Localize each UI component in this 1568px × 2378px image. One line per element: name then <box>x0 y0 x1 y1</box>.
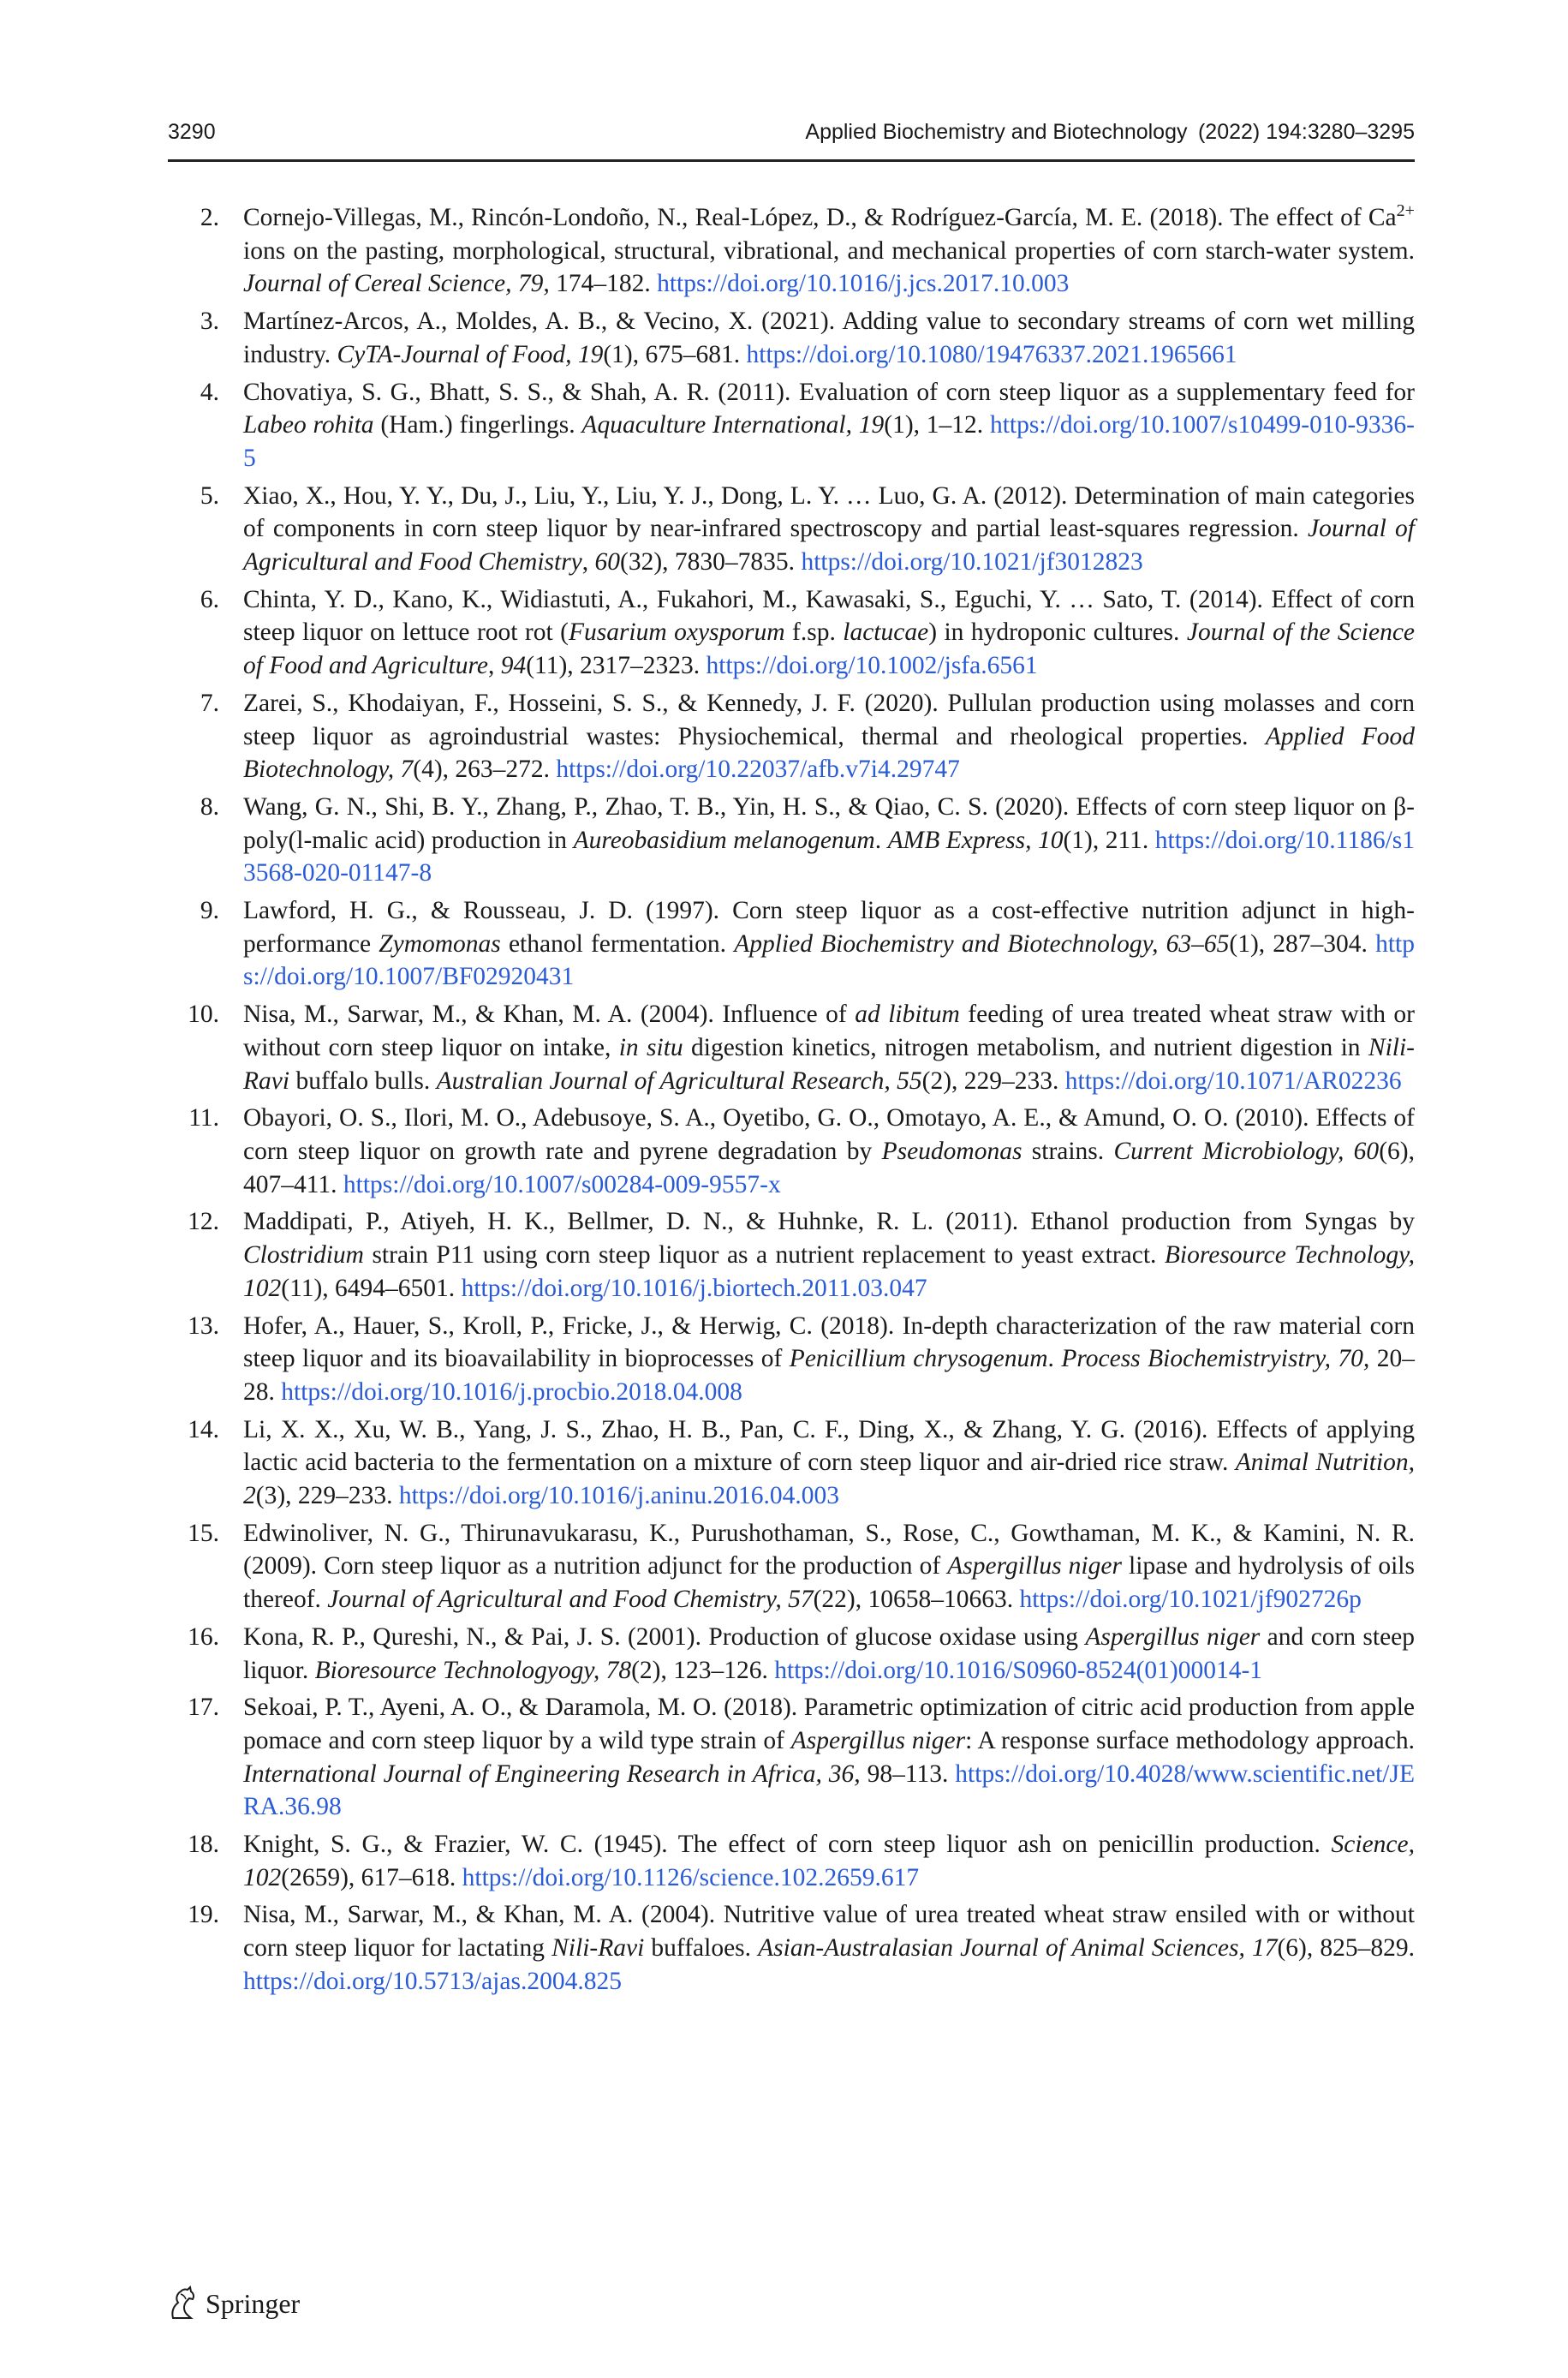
reference-text: , <box>581 548 595 577</box>
reference-italic-text: Aureobasidium melanogenum <box>573 826 875 854</box>
reference-text: (1), 675–681. <box>603 340 747 368</box>
reference-text: Lawford, H. G., & Rousseau, J. D. (1997). Corn steep liquor as a cost-effective nutrition adjunct in high-performance <box>243 897 1415 958</box>
publisher-name: Springer <box>206 2287 301 2319</box>
reference-item <box>168 1102 1415 1201</box>
reference-text: Cornejo-Villegas, M., Rincón-Londoño, N., Real-López, D., & Rodríguez-García, M. E. (2018). The effect of Ca <box>243 204 1397 231</box>
reference-text: 20–28. <box>243 1345 1415 1406</box>
doi-link[interactable]: https://doi.org/10.1002/jsfa.6561 <box>706 652 1038 680</box>
reference-number: 2. <box>200 204 219 231</box>
reference-text: strain P11 using corn steep liquor as a nutrient replacement to yeast extract. <box>363 1241 1165 1270</box>
reference-item <box>168 1310 1415 1409</box>
doi-link[interactable]: https://doi.org/10.5713/ajas.2004.825 <box>243 1967 622 1995</box>
reference-text: ) in hydroponic cultures. <box>928 618 1187 647</box>
reference-italic-text: Bioresource Technology, 102 <box>243 1241 1416 1302</box>
doi-link[interactable]: https://doi.org/10.1016/j.procbio.2018.04.008 <box>281 1377 742 1406</box>
reference-item <box>168 1413 1415 1513</box>
reference-italic-text: Science, 102 <box>243 1831 1415 1891</box>
reference-text: Kona, R. P., Qureshi, N., & Pai, J. S. (2001). Production of glucose oxidase using <box>243 1622 1086 1651</box>
doi-link[interactable]: https://doi.org/10.1186/s13568-020-01147-8 <box>243 826 1416 887</box>
reference-italic-text: CyTA-Journal of Food, 19 <box>337 340 604 368</box>
reference-text: (1), 211. <box>1063 826 1155 854</box>
reference-text: ethanol fermentation. <box>500 929 735 958</box>
reference-text: Maddipati, P., Atiyeh, H. K., Bellmer, D. N., & Huhnke, R. L. (2011). Ethanol production from Syngas by <box>243 1208 1415 1236</box>
reference-italic-text: Applied Food Biotechnology, 7 <box>243 722 1415 784</box>
reference-italic-text: Journal of Agricultural and Food Chemistry <box>243 515 1415 577</box>
reference-text: buffaloes. <box>644 1934 759 1963</box>
reference-number: 6. <box>200 585 219 613</box>
reference-italic-text: Aspergillus niger <box>947 1552 1122 1580</box>
reference-text: lipase and hydrolysis of oils thereof. <box>243 1552 1415 1614</box>
reference-italic-text: Nili-Ravi <box>551 1934 645 1963</box>
reference-text: 174–182. <box>549 270 658 298</box>
reference-italic-text: International Journal of Engineering Research in Africa, 36, <box>243 1760 861 1788</box>
reference-text: (4), 263–272. <box>413 756 557 784</box>
reference-italic-text: Labeo rohita <box>243 411 374 439</box>
reference-item <box>168 1691 1415 1824</box>
reference-italic-text: Aspergillus niger <box>790 1726 966 1754</box>
reference-text: (2), 229–233. <box>921 1067 1065 1095</box>
reference-italic-text: Clostridium <box>243 1241 364 1270</box>
reference-number: 18. <box>188 1831 219 1859</box>
reference-italic-text: Asian-Australasian Journal of Animal Sciences, 17 <box>758 1934 1278 1963</box>
reference-item <box>168 376 1415 475</box>
reference-text: and corn steep liquor. <box>243 1622 1416 1684</box>
doi-link[interactable]: https://doi.org/10.1080/19476337.2021.1965661 <box>746 340 1237 368</box>
reference-text: Nisa, M., Sarwar, M., & Khan, M. A. (2004). Nutritive value of urea treated wheat straw ensiled with or without corn steep liquor for lactating <box>243 1901 1415 1963</box>
reference-italic-text: in situ <box>618 1033 683 1061</box>
reference-item <box>168 791 1415 890</box>
reference-item <box>168 305 1415 371</box>
doi-link[interactable]: https://doi.org/10.22037/afb.v7i4.29747 <box>556 756 960 784</box>
reference-text: strains. <box>1022 1137 1114 1165</box>
reference-text: : A response surface methodology approach. <box>965 1726 1415 1754</box>
reference-text: (1), 1–12. <box>884 411 990 439</box>
reference-text: . <box>874 826 888 854</box>
reference-text: Nisa, M., Sarwar, M., & Khan, M. A. (2004). Influence of <box>243 1001 856 1029</box>
reference-italic-text: Australian Journal of Agricultural Research, 55 <box>436 1067 922 1095</box>
reference-text: Wang, G. N., Shi, B. Y., Zhang, P., Zhao, T. B., Yin, H. S., & Qiao, C. S. (2020). Effects of corn steep liquor on β-poly(l-malic acid) production in <box>243 792 1415 854</box>
reference-text: 98–113. <box>860 1760 956 1788</box>
reference-italic-text: AMB Express, 10 <box>887 826 1064 854</box>
reference-text: (1), 287–304. <box>1229 929 1376 958</box>
doi-link[interactable]: https://doi.org/10.1016/S0960-8524(01)00014-1 <box>774 1656 1263 1684</box>
reference-italic-text: Journal of the Science of Food and Agriculture <box>243 618 1416 680</box>
reference-text: (2659), 617–618. <box>281 1863 462 1891</box>
reference-text: feeding of urea treated wheat straw with or without corn steep liquor on intake, <box>243 1001 1415 1061</box>
reference-italic-text: Aquaculture International, 19 <box>581 411 885 439</box>
reference-item <box>168 998 1415 1097</box>
reference-item <box>168 201 1415 301</box>
reference-number: 4. <box>200 378 219 406</box>
page-number: 3290 <box>168 120 216 144</box>
reference-italic-text: Journal of Cereal Science, 79, <box>243 270 550 298</box>
reference-number: 9. <box>200 897 219 925</box>
reference-italic-text: Journal of Agricultural and Food Chemistry, 57 <box>327 1586 814 1614</box>
doi-link[interactable]: https://doi.org/10.1016/j.aninu.2016.04.003 <box>398 1482 839 1510</box>
publisher-footer <box>168 2282 300 2325</box>
reference-italic-text: Current Microbiology, 60 <box>1113 1137 1380 1165</box>
reference-number: 12. <box>188 1208 219 1236</box>
reference-text: Knight, S. G., & Frazier, W. C. (1945). The effect of corn steep liquor ash on penicillin production. <box>243 1831 1332 1859</box>
reference-italic-text: 94 <box>500 652 527 680</box>
reference-number: 14. <box>188 1415 219 1443</box>
reference-number: 11. <box>188 1104 219 1132</box>
reference-number: 3. <box>200 308 219 336</box>
reference-text: (32), 7830–7835. <box>620 548 802 577</box>
doi-link[interactable]: https://doi.org/10.1071/AR02236 <box>1064 1067 1402 1095</box>
doi-link[interactable]: https://doi.org/10.1021/jf902726p <box>1019 1586 1362 1614</box>
reference-number: 13. <box>188 1311 219 1340</box>
reference-text: Hofer, A., Hauer, S., Kroll, P., Fricke, J., & Herwig, C. (2018). In-depth characterization of the raw material corn steep liquor and its bioavailability in bioprocesses of <box>243 1311 1415 1373</box>
reference-italic-text: Pseudomonas <box>881 1137 1022 1165</box>
reference-number: 7. <box>200 689 219 717</box>
reference-item <box>168 1828 1415 1894</box>
reference-italic-text: Animal Nutrition, 2 <box>243 1449 1415 1510</box>
doi-link[interactable]: https://doi.org/10.1126/science.102.2659.617 <box>462 1863 920 1891</box>
reference-text: digestion kinetics, nitrogen metabolism, and nutrient digestion in <box>683 1033 1368 1061</box>
reference-italic-text: Bioresource Technologyogy, 78 <box>314 1656 632 1684</box>
doi-link[interactable]: https://doi.org/10.1007/s00284-009-9557-x <box>343 1170 781 1198</box>
reference-text: Edwinoliver, N. G., Thirunavukarasu, K., Purushothaman, S., Rose, C., Gowthaman, M. K., & Kamini, N. R. (2009). Corn steep liquor as a nutrition adjunct for the production of <box>243 1519 1415 1580</box>
reference-text: , <box>487 652 501 680</box>
running-header <box>168 120 1415 162</box>
reference-text: Chinta, Y. D., Kano, K., Widiastuti, A., Fukahori, M., Kawasaki, S., Eguchi, Y. … Sato, T. (2014). Effect of corn steep liquor on lettuce root rot ( <box>243 585 1415 647</box>
reference-italic-text: Nili-Ravi <box>243 1033 1415 1095</box>
reference-superscript: 2+ <box>1396 200 1415 220</box>
reference-item <box>168 583 1415 683</box>
reference-text: ions on the pasting, morphological, structural, vibrational, and mechanical properties of corn starch-water system. <box>243 236 1415 265</box>
reference-item <box>168 1205 1415 1305</box>
reference-item <box>168 1898 1415 1998</box>
reference-text: Chovatiya, S. G., Bhatt, S. S., & Shah, A. R. (2011). Evaluation of corn steep liquor as a supplementary feed for <box>243 378 1415 406</box>
springer-horse-icon <box>168 2285 197 2321</box>
reference-text: Xiao, X., Hou, Y. Y., Du, J., Liu, Y., Liu, Y. J., Dong, L. Y. … Luo, G. A. (2012). Determination of main categories of components in corn steep liquor by near-infrared spectroscopy and partial least-squares regression. <box>243 481 1415 543</box>
reference-number: 17. <box>188 1694 219 1722</box>
doi-link[interactable]: https://doi.org/10.1007/BF02920431 <box>243 929 1415 991</box>
reference-italic-text: 60 <box>594 548 621 577</box>
doi-link[interactable]: https://doi.org/10.4028/www.scientific.net/JERA.36.98 <box>243 1760 1415 1821</box>
reference-number: 16. <box>188 1622 219 1651</box>
reference-text: (3), 229–233. <box>255 1482 399 1510</box>
reference-text: (Ham.) fingerlings. <box>373 411 582 439</box>
reference-item <box>168 894 1415 994</box>
reference-italic-text: Penicillium chrysogenum <box>789 1345 1048 1373</box>
doi-link[interactable]: https://doi.org/10.1016/j.jcs.2017.10.003 <box>657 270 1070 298</box>
reference-text: Obayori, O. S., Ilori, M. O., Adebusoye, S. A., Oyetibo, G. O., Omotayo, A. E., & Amund, O. O. (2010). Effects of corn steep liquor on growth rate and pyrene degradation by <box>243 1104 1415 1165</box>
journal-citation: Applied Biochemistry and Biotechnology (2022) 194:3280–3295 <box>805 120 1415 144</box>
reference-number: 10. <box>188 1001 219 1029</box>
reference-text: (6), 407–411. <box>243 1137 1415 1198</box>
reference-item <box>168 687 1415 786</box>
reference-text: . <box>1047 1345 1062 1373</box>
reference-text: (11), 6494–6501. <box>281 1274 462 1302</box>
reference-text: Martínez-Arcos, A., Moldes, A. B., & Vecino, X. (2021). Adding value to secondary streams of corn wet milling industry. <box>243 308 1415 368</box>
reference-text: buffalo bulls. <box>289 1067 437 1095</box>
reference-text: (6), 825–829. <box>1277 1934 1415 1963</box>
reference-number: 5. <box>200 481 219 510</box>
reference-number: 19. <box>188 1901 219 1929</box>
reference-italic-text: lactucae <box>843 618 929 647</box>
reference-text: f.sp. <box>784 618 844 647</box>
reference-italic-text: Zymomonas <box>379 929 501 958</box>
reference-text: Li, X. X., Xu, W. B., Yang, J. S., Zhao, H. B., Pan, C. F., Ding, X., & Zhang, Y. G. (2016). Effects of applying lactic acid bacteria to the fermentation on a mixture of corn steep liquor and air-dried rice straw. <box>243 1415 1415 1477</box>
reference-item <box>168 1517 1415 1616</box>
reference-italic-text: ad libitum <box>855 1001 960 1029</box>
doi-link[interactable]: https://doi.org/10.1007/s10499-010-9336-5 <box>243 411 1415 472</box>
reference-text: (22), 10658–10663. <box>813 1586 1020 1614</box>
doi-link[interactable]: https://doi.org/10.1021/jf3012823 <box>801 548 1143 577</box>
reference-text: Zarei, S., Khodaiyan, F., Hosseini, S. S., & Kennedy, J. F. (2020). Pullulan production using molasses and corn steep liquor as agroindustrial wastes: Physiochemical, thermal and rheological properties. <box>243 689 1415 750</box>
reference-number: 15. <box>188 1519 219 1547</box>
reference-italic-text: Fusarium oxysporum <box>568 618 785 647</box>
reference-item <box>168 480 1415 579</box>
reference-italic-text: Aspergillus niger <box>1085 1622 1261 1651</box>
reference-list <box>168 201 1415 2003</box>
reference-number: 8. <box>200 792 219 821</box>
doi-link[interactable]: https://doi.org/10.1016/j.biortech.2011.03.047 <box>461 1274 927 1302</box>
reference-text: Sekoai, P. T., Ayeni, A. O., & Daramola, M. O. (2018). Parametric optimization of citric acid production from apple pomace and corn steep liquor by a wild type strain of <box>243 1694 1415 1754</box>
reference-item <box>168 1621 1415 1687</box>
reference-italic-text: Process Biochemistryistry, 70, <box>1061 1345 1370 1373</box>
reference-italic-text: Applied Biochemistry and Biotechnology, 63–65 <box>734 929 1230 958</box>
reference-text: (2), 123–126. <box>631 1656 775 1684</box>
reference-text: (11), 2317–2323. <box>526 652 706 680</box>
